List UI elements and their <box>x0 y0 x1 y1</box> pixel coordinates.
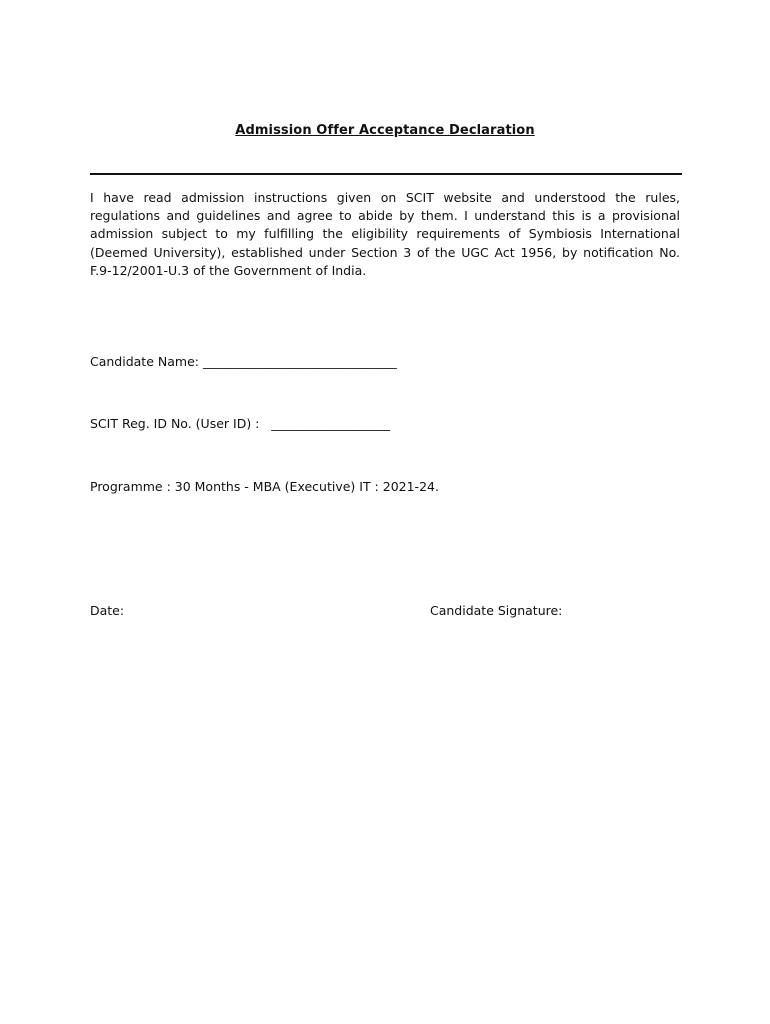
signature-label: Candidate Signature: <box>430 603 563 618</box>
date-label: Date: <box>90 603 125 618</box>
candidate-name-field: Candidate Name: _______________________________ <box>90 354 397 369</box>
title-divider <box>90 173 682 175</box>
programme-line: Programme : 30 Months - MBA (Executive) IT : 2021-24. <box>90 479 439 494</box>
reg-id-field: SCIT Reg. ID No. (User ID) : ___________________ <box>90 416 391 431</box>
declaration-paragraph: I have read admission instructions given on SCIT website and understood the rules, regulations and guidelines and agree to abide by them. I understand this is a provisional admission subject to my fulfilling the eligibility requirements of Symbiosis International (Deemed University), established under Section 3 of the UGC Act 1956, by notification No. F.9-12/2001-U.3 of the Government of India. <box>90 190 680 278</box>
document-title: Admission Offer Acceptance Declaration <box>235 123 535 138</box>
